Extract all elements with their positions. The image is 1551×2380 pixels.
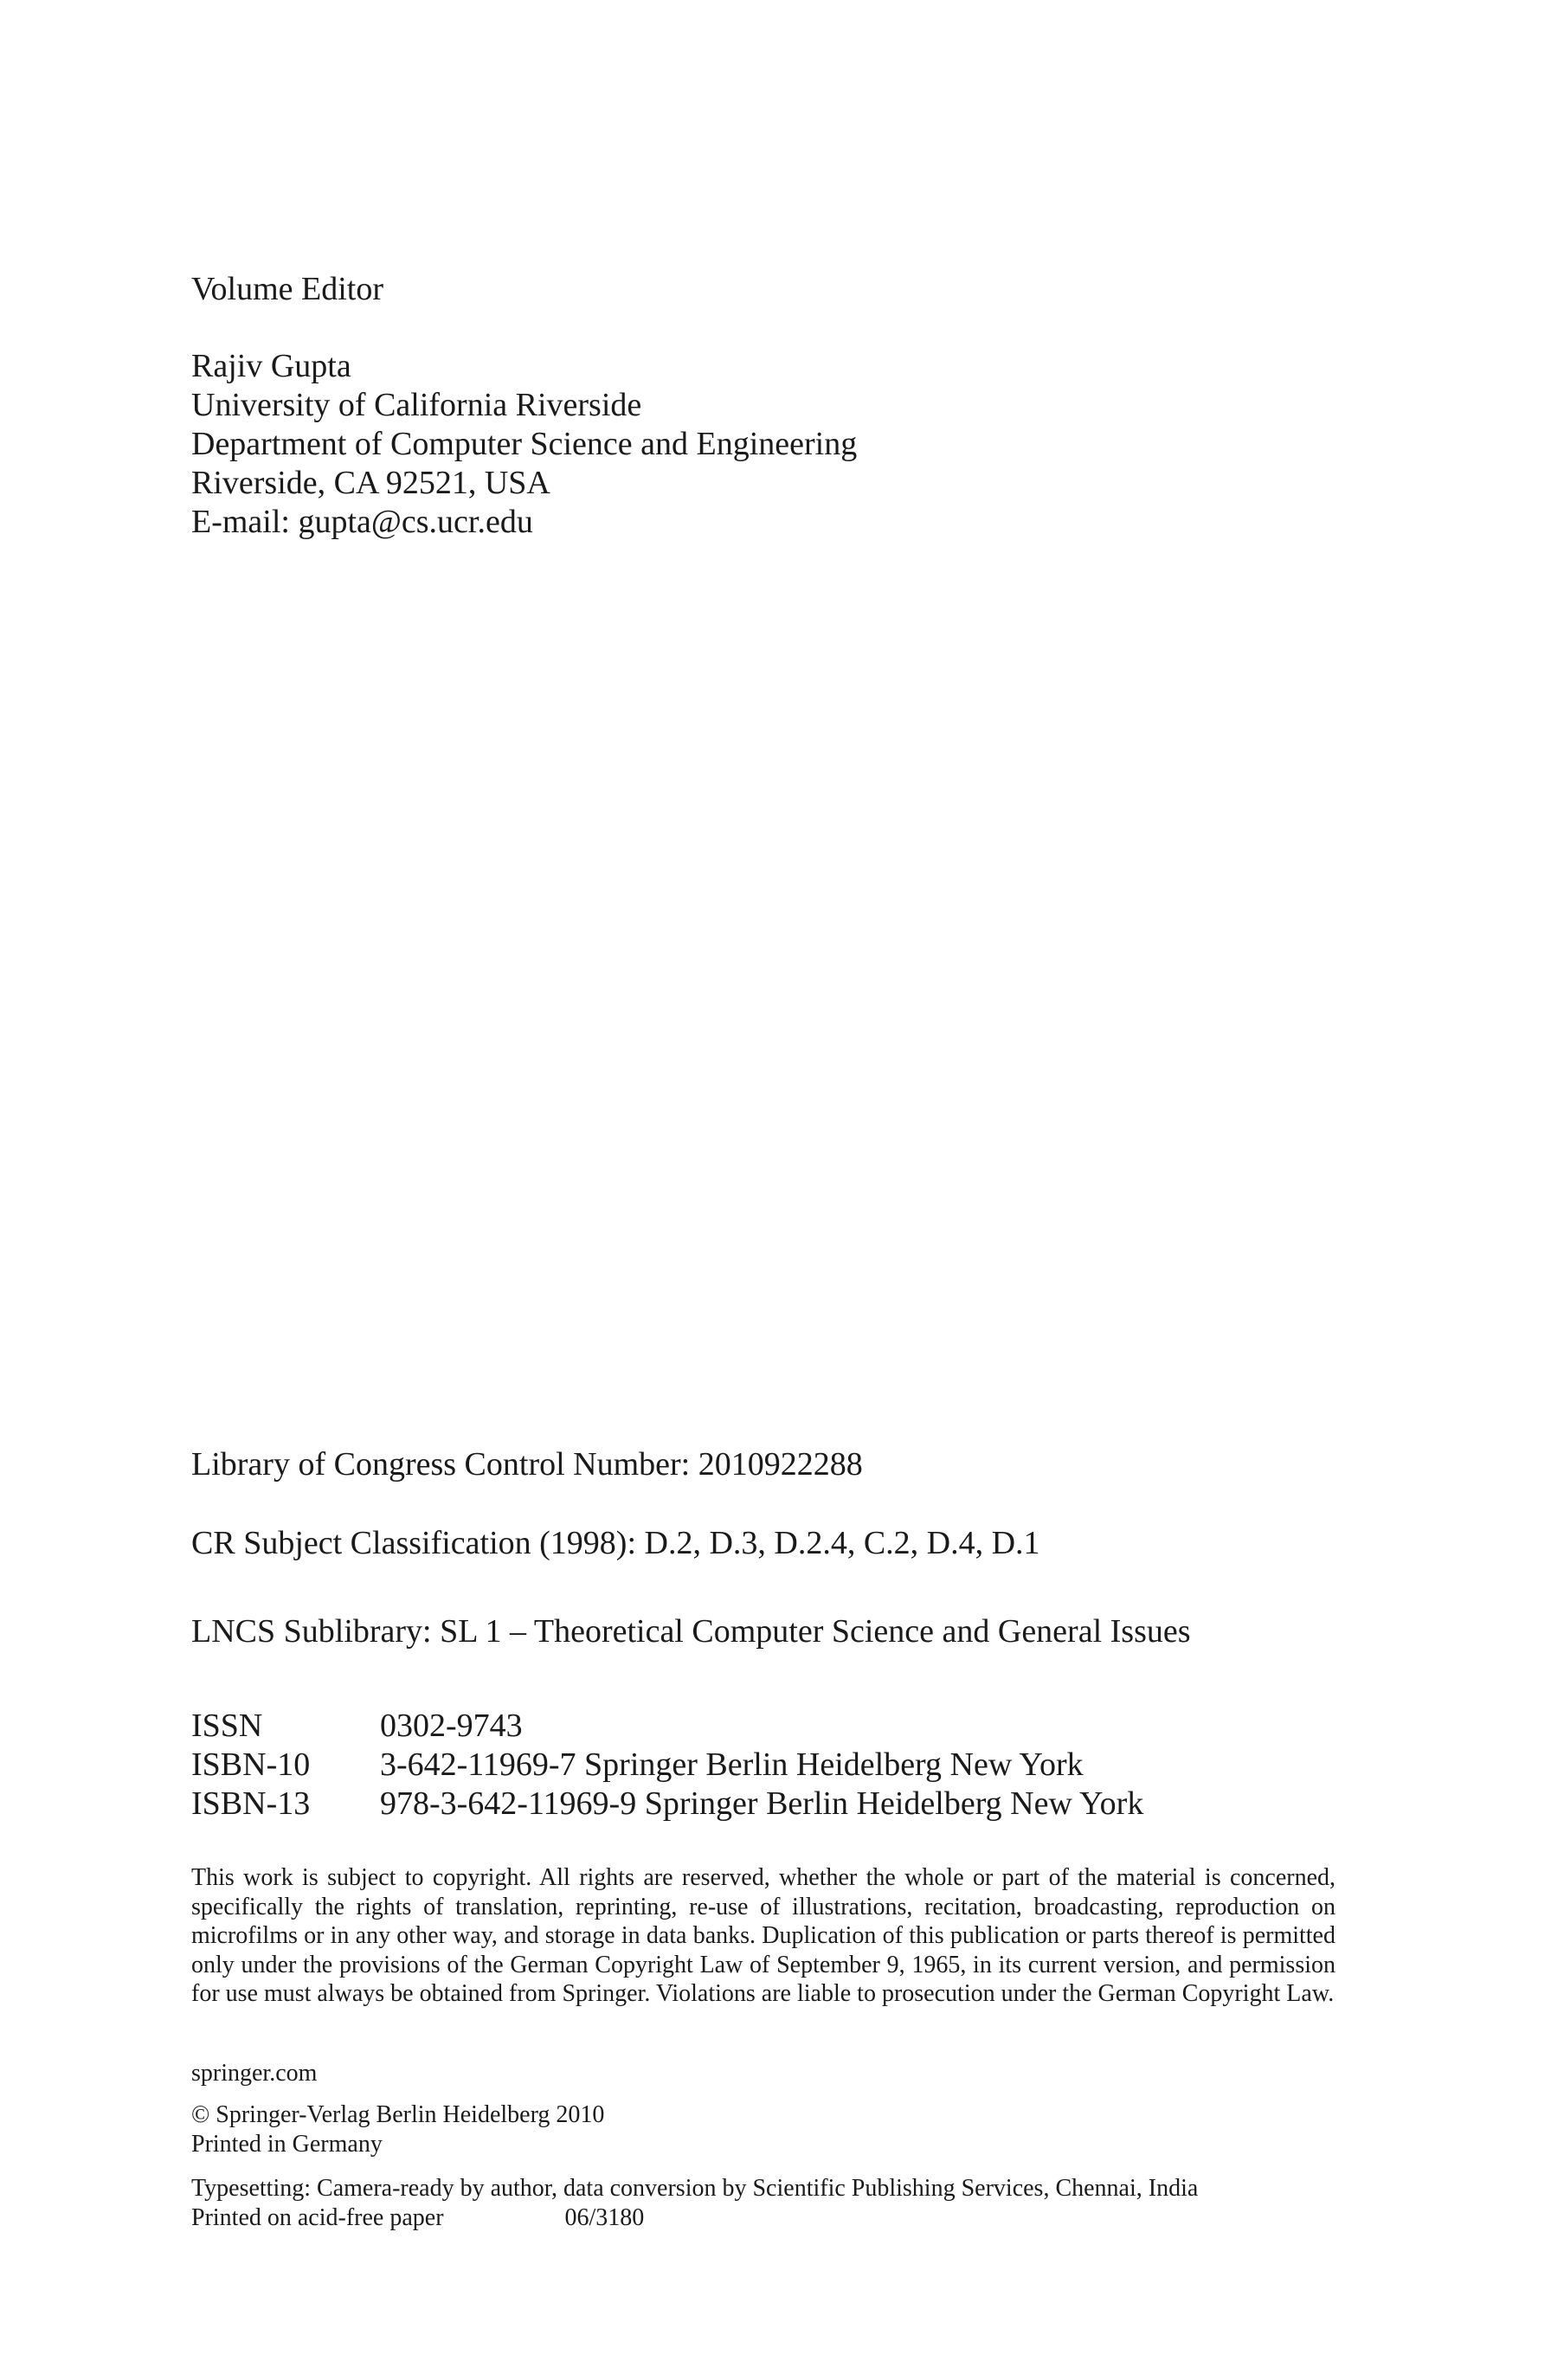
- issn-row: [191, 1707, 1143, 1746]
- paper-row: [191, 2203, 1198, 2233]
- editor-email: E-mail: gupta@cs.ucr.edu: [191, 504, 533, 540]
- isbn10-label: ISBN-10: [191, 1746, 311, 1783]
- paper-code: 06/3180: [564, 2203, 645, 2231]
- editor-department: Department of Computer Science and Engineering: [191, 426, 858, 462]
- printed-in: Printed in Germany: [191, 2130, 383, 2158]
- copyright-notice: [191, 1863, 1335, 2009]
- editor-address-block: [191, 347, 857, 542]
- lncs-sublibrary-text: LNCS Sublibrary: SL 1 – Theoretical Computer Science and General Issues: [191, 1613, 1191, 1650]
- isbn10-value: 3-642-11969-7 Springer Berlin Heidelberg New York: [380, 1746, 1084, 1783]
- lncs-sublibrary-line: [191, 1612, 1191, 1651]
- editor-university: University of California Riverside: [191, 387, 642, 423]
- lccn-line: [191, 1445, 863, 1484]
- identifier-table: [191, 1707, 1143, 1824]
- lccn-text: Library of Congress Control Number: 2010922288: [191, 1446, 863, 1483]
- typesetting-credit: Typesetting: Camera-ready by author, data conversion by Scientific Publishing Services, Chennai, India: [191, 2175, 1199, 2202]
- isbn10-row: [191, 1746, 1143, 1785]
- isbn13-value: 978-3-642-11969-9 Springer Berlin Heidelberg New York: [380, 1785, 1144, 1822]
- production-block: [191, 2174, 1198, 2232]
- isbn13-row: [191, 1785, 1143, 1824]
- copyright-notice-text: This work is subject to copyright. All rights are reserved, whether the whole or part of the material is concerned, specifically the rights of translation, reprinting, re-use of illustrations, recitation, broadcasting, reproduction on microfilms or in any other way, and storage in data banks. Duplication of this publication or parts thereof is permitted only under the provisions of the German Copyright Law of September 9, 1965, in its current version, and permission for use must always be obtained from Springer. Violations are liable to prosecution under the German Copyright Law.: [191, 1864, 1335, 2007]
- volume-editor-heading-text: Volume Editor: [191, 271, 384, 307]
- isbn13-label: ISBN-13: [191, 1785, 311, 1822]
- editor-name: Rajiv Gupta: [191, 348, 351, 384]
- cr-classification-line: [191, 1524, 1040, 1563]
- publisher-website-text: springer.com: [191, 2060, 318, 2087]
- copyright-holder: © Springer-Verlag Berlin Heidelberg 2010: [191, 2101, 605, 2128]
- volume-editor-heading: [191, 270, 383, 309]
- editor-address: Riverside, CA 92521, USA: [191, 465, 550, 501]
- publisher-website: [191, 2059, 317, 2088]
- issn-label: ISSN: [191, 1708, 263, 1744]
- copyright-holder-block: [191, 2100, 604, 2158]
- issn-value: 0302-9743: [380, 1708, 523, 1744]
- cr-classification-text: CR Subject Classification (1998): D.2, D.3, D.2.4, C.2, D.4, D.1: [191, 1525, 1040, 1561]
- paper-text: Printed on acid-free paper: [191, 2203, 444, 2231]
